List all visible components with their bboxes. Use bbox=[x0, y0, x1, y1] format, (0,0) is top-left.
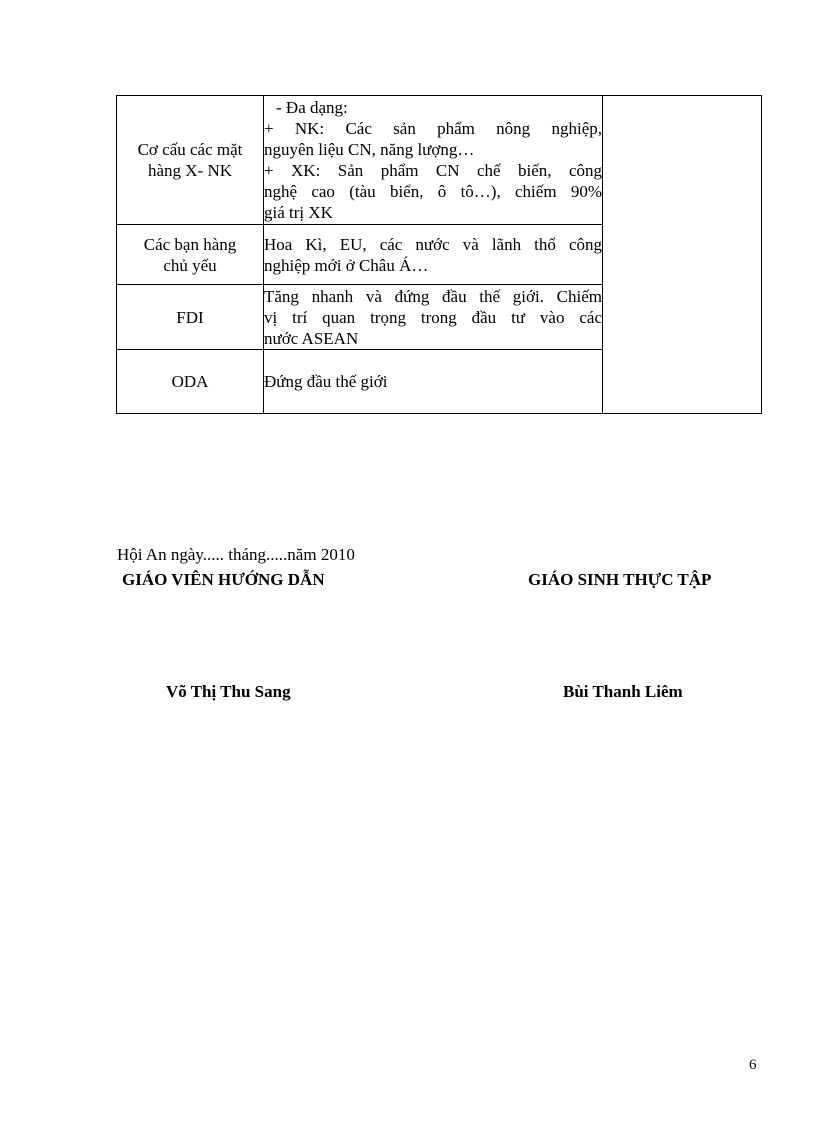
content-line: nguyên liệu CN, năng lượng… bbox=[264, 140, 475, 159]
content-line: Tăng nhanh và đứng đầu thế giới. Chiếm bbox=[264, 286, 602, 306]
row-content-structure bbox=[264, 96, 603, 225]
content-line: Đứng đầu thế giới bbox=[264, 372, 388, 391]
label-line: FDI bbox=[176, 307, 204, 327]
empty-column bbox=[603, 96, 762, 414]
content-line: Hoa Kì, EU, các nước và lãnh thổ công bbox=[264, 234, 602, 254]
content-line: giá trị XK bbox=[264, 203, 333, 222]
content-line: + XK: Sản phẩm CN chế biến, công bbox=[264, 161, 602, 180]
trainee-title: GIÁO SINH THỰC TẬP bbox=[528, 570, 712, 589]
supervisor-title: GIÁO VIÊN HƯỚNG DẪN bbox=[122, 570, 325, 589]
content-line: nghiệp mới ở Châu Á… bbox=[264, 255, 429, 275]
content-line: nghệ cao (tàu biển, ô tô…), chiếm 90% bbox=[264, 182, 602, 201]
row-label-partners bbox=[117, 225, 264, 285]
supervisor-name: Võ Thị Thu Sang bbox=[166, 682, 291, 701]
row-content-fdi bbox=[264, 285, 603, 350]
label-line: chủ yếu bbox=[163, 255, 217, 275]
row-content-oda bbox=[264, 350, 603, 414]
trainee-name: Bùi Thanh Liêm bbox=[563, 682, 683, 701]
content-line: + NK: Các sản phẩm nông nghiệp, bbox=[264, 119, 602, 138]
content-line: vị trí quan trọng trong đầu tư vào các bbox=[264, 307, 602, 327]
row-label-structure bbox=[117, 96, 264, 225]
content-line: nước ASEAN bbox=[264, 328, 359, 348]
table-row-structure bbox=[117, 96, 762, 225]
label-line: Các bạn hàng bbox=[143, 234, 237, 254]
label-line: ODA bbox=[171, 372, 209, 391]
row-content-partners bbox=[264, 225, 603, 285]
row-label-fdi bbox=[117, 285, 264, 350]
label-line: Cơ cấu các mặt bbox=[137, 140, 243, 159]
content-line: - Đa dạng: bbox=[276, 98, 348, 117]
date-line: Hội An ngày..... tháng.....năm 2010 bbox=[117, 545, 355, 564]
info-table bbox=[116, 95, 762, 414]
row-label-oda bbox=[117, 350, 264, 414]
label-line: hàng X- NK bbox=[147, 161, 233, 180]
page-number: 6 bbox=[749, 1057, 757, 1073]
